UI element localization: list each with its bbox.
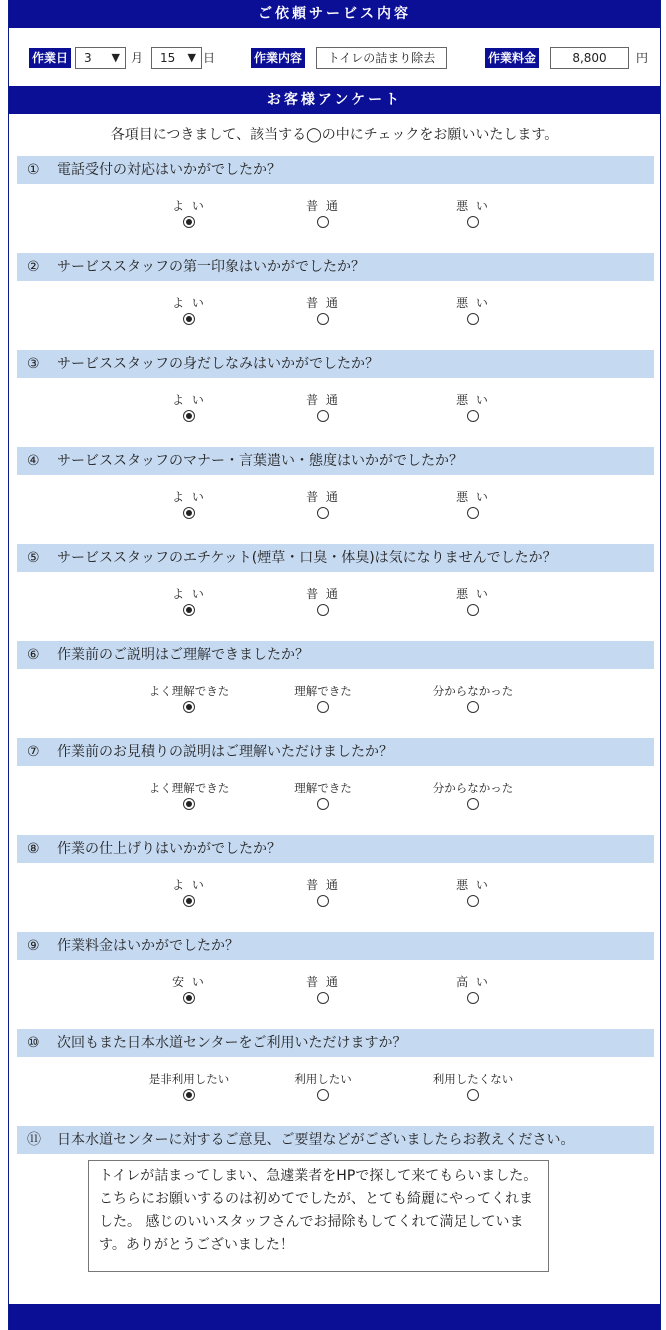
chevron-down-icon: ▼ xyxy=(187,51,196,64)
option-label: 高 い xyxy=(456,975,490,989)
option-label: 利用したくない xyxy=(432,1072,514,1086)
question-10-option-1[interactable] xyxy=(129,1071,249,1104)
question-4-option-1[interactable] xyxy=(129,489,249,522)
question-1-header xyxy=(17,156,654,184)
question-number: ④ xyxy=(27,453,40,469)
question-8-option-1[interactable] xyxy=(129,877,249,910)
radio-button[interactable] xyxy=(467,895,479,907)
question-text: 作業前のご説明はご理解できましたか？ xyxy=(57,647,309,663)
question-2-header xyxy=(17,253,654,281)
question-number: ⑧ xyxy=(27,841,40,857)
option-label: よく理解できた xyxy=(148,781,230,795)
question-text: 次回もまた日本水道センターをご利用いただけますか？ xyxy=(57,1035,407,1051)
survey-header: お客様アンケート xyxy=(9,86,660,114)
question-9-header xyxy=(17,932,654,960)
radio-button[interactable] xyxy=(183,798,195,810)
radio-button[interactable] xyxy=(467,992,479,1004)
question-number: ② xyxy=(27,259,40,275)
fee-unit: 円 xyxy=(636,51,649,65)
question-number: ⑪ xyxy=(27,1132,41,1148)
radio-button[interactable] xyxy=(183,895,195,907)
day-value: 15 xyxy=(160,51,176,65)
question-text: 日本水道センターに対するご意見、ご要望などがございましたらお教えください。 xyxy=(57,1132,575,1148)
question-9-option-1[interactable] xyxy=(129,974,249,1007)
question-5-option-3[interactable] xyxy=(413,586,533,619)
question-number: ⑥ xyxy=(27,647,40,663)
radio-button[interactable] xyxy=(467,507,479,519)
question-2-option-2[interactable] xyxy=(263,295,383,328)
service-info-row xyxy=(9,44,660,72)
radio-button[interactable] xyxy=(317,313,329,325)
question-6-option-2[interactable] xyxy=(263,683,383,716)
option-label: よ い xyxy=(172,878,206,892)
option-label: 悪 い xyxy=(456,393,490,407)
option-label: 分からなかった xyxy=(432,684,514,698)
question-4-header xyxy=(17,447,654,475)
question-text: 作業の仕上げりはいかがでしたか？ xyxy=(57,841,281,857)
service-header: ご依頼サービス内容 xyxy=(9,0,660,28)
question-6-header xyxy=(17,641,654,669)
question-text: サービススタッフの第一印象はいかがでしたか？ xyxy=(57,259,365,275)
option-label: よ い xyxy=(172,199,206,213)
option-label: 悪 い xyxy=(456,296,490,310)
question-1-option-1[interactable] xyxy=(129,198,249,231)
question-number: ⑩ xyxy=(27,1035,40,1051)
question-number: ⑦ xyxy=(27,744,40,760)
work-content-label: 作業内容 xyxy=(251,48,305,68)
question-5-option-2[interactable] xyxy=(263,586,383,619)
question-7-header xyxy=(17,738,654,766)
month-unit: 月 xyxy=(131,51,144,65)
question-number: ⑨ xyxy=(27,938,40,954)
option-label: よく理解できた xyxy=(148,684,230,698)
option-label: 安 い xyxy=(172,975,206,989)
question-text: サービススタッフのエチケット(煙草・口臭・体臭)は気になりませんでしたか？ xyxy=(57,550,557,566)
option-label: よ い xyxy=(172,296,206,310)
question-text: サービススタッフの身だしなみはいかがでしたか？ xyxy=(57,356,379,372)
question-7-option-3[interactable] xyxy=(413,780,533,813)
radio-button[interactable] xyxy=(317,507,329,519)
question-text: サービススタッフのマナー・言葉遣い・態度はいかがでしたか？ xyxy=(57,453,463,469)
radio-button[interactable] xyxy=(317,604,329,616)
question-text: 作業前のお見積りの説明はご理解いただけましたか？ xyxy=(57,744,393,760)
question-text: 作業料金はいかがでしたか？ xyxy=(57,938,239,954)
question-8-header xyxy=(17,835,654,863)
question-3-option-1[interactable] xyxy=(129,392,249,425)
option-label: よ い xyxy=(172,393,206,407)
work-date-label: 作業日 xyxy=(29,48,71,68)
option-label: 悪 い xyxy=(456,490,490,504)
question-6-option-3[interactable] xyxy=(413,683,533,716)
question-2-option-3[interactable] xyxy=(413,295,533,328)
radio-button[interactable] xyxy=(183,216,195,228)
radio-button[interactable] xyxy=(467,313,479,325)
radio-button[interactable] xyxy=(183,1089,195,1101)
option-label: 悪 い xyxy=(456,878,490,892)
option-label: 普 通 xyxy=(306,975,340,989)
option-label: 悪 い xyxy=(456,587,490,601)
day-unit: 日 xyxy=(203,51,216,65)
question-1-option-2[interactable] xyxy=(263,198,383,231)
option-label: 普 通 xyxy=(306,878,340,892)
question-3-option-3[interactable] xyxy=(413,392,533,425)
question-7-option-1[interactable] xyxy=(129,780,249,813)
work-fee-field[interactable]: 8,800 xyxy=(550,47,629,69)
question-10-header xyxy=(17,1029,654,1057)
radio-button[interactable] xyxy=(317,895,329,907)
question-8-option-3[interactable] xyxy=(413,877,533,910)
month-select[interactable] xyxy=(75,47,126,69)
radio-button[interactable] xyxy=(317,1089,329,1101)
chevron-down-icon: ▼ xyxy=(111,51,120,64)
question-1-option-3[interactable] xyxy=(413,198,533,231)
option-label: 是非利用したい xyxy=(148,1072,230,1086)
radio-button[interactable] xyxy=(183,410,195,422)
comment-textarea[interactable]: トイレが詰まってしまい、急遽業者をHPで探して来てもらいました。こちらにお願いするのは初めてでしたが、とても綺麗にやってくれました。 感じのいいスタッフさんでお掃除もしてくれて満足しています。ありがとうございました！ xyxy=(88,1160,549,1272)
option-label: 悪 い xyxy=(456,199,490,213)
radio-button[interactable] xyxy=(317,992,329,1004)
question-10-option-3[interactable] xyxy=(413,1071,533,1104)
option-label: 理解できた xyxy=(294,684,352,698)
radio-button[interactable] xyxy=(183,313,195,325)
option-label: 理解できた xyxy=(294,781,352,795)
radio-button[interactable] xyxy=(467,604,479,616)
comment-question xyxy=(17,1126,654,1154)
radio-button[interactable] xyxy=(317,410,329,422)
option-label: 普 通 xyxy=(306,199,340,213)
survey-form xyxy=(8,0,661,1330)
footer-bar xyxy=(9,1304,660,1330)
radio-button[interactable] xyxy=(467,216,479,228)
option-label: 普 通 xyxy=(306,296,340,310)
question-6-option-1[interactable] xyxy=(129,683,249,716)
radio-button[interactable] xyxy=(317,701,329,713)
question-9-option-3[interactable] xyxy=(413,974,533,1007)
question-number: ③ xyxy=(27,356,40,372)
question-number: ⑤ xyxy=(27,550,40,566)
radio-button[interactable] xyxy=(467,701,479,713)
radio-button[interactable] xyxy=(183,992,195,1004)
radio-button[interactable] xyxy=(183,604,195,616)
question-2-option-1[interactable] xyxy=(129,295,249,328)
question-5-option-1[interactable] xyxy=(129,586,249,619)
month-value: 3 xyxy=(84,51,92,65)
survey-intro: 各項目につきまして、該当する◯の中にチェックをお願いいたします。 xyxy=(110,127,559,143)
question-9-option-2[interactable] xyxy=(263,974,383,1007)
question-8-option-2[interactable] xyxy=(263,877,383,910)
radio-button[interactable] xyxy=(183,701,195,713)
question-4-option-2[interactable] xyxy=(263,489,383,522)
option-label: 普 通 xyxy=(306,490,340,504)
radio-button[interactable] xyxy=(317,798,329,810)
option-label: 普 通 xyxy=(306,393,340,407)
question-3-header xyxy=(17,350,654,378)
work-fee-label: 作業料金 xyxy=(485,48,539,68)
day-select[interactable] xyxy=(151,47,202,69)
radio-button[interactable] xyxy=(317,216,329,228)
option-label: よ い xyxy=(172,490,206,504)
question-text: 電話受付の対応はいかがでしたか？ xyxy=(57,162,281,178)
radio-button[interactable] xyxy=(183,507,195,519)
option-label: 分からなかった xyxy=(432,781,514,795)
option-label: よ い xyxy=(172,587,206,601)
work-content-field[interactable]: トイレの詰まり除去 xyxy=(316,47,447,69)
radio-button[interactable] xyxy=(467,410,479,422)
option-label: 普 通 xyxy=(306,587,340,601)
question-7-option-2[interactable] xyxy=(263,780,383,813)
question-10-option-2[interactable] xyxy=(263,1071,383,1104)
radio-button[interactable] xyxy=(467,1089,479,1101)
question-3-option-2[interactable] xyxy=(263,392,383,425)
option-label: 利用したい xyxy=(294,1072,352,1086)
radio-button[interactable] xyxy=(467,798,479,810)
question-number: ① xyxy=(27,162,40,178)
question-5-header xyxy=(17,544,654,572)
question-4-option-3[interactable] xyxy=(413,489,533,522)
